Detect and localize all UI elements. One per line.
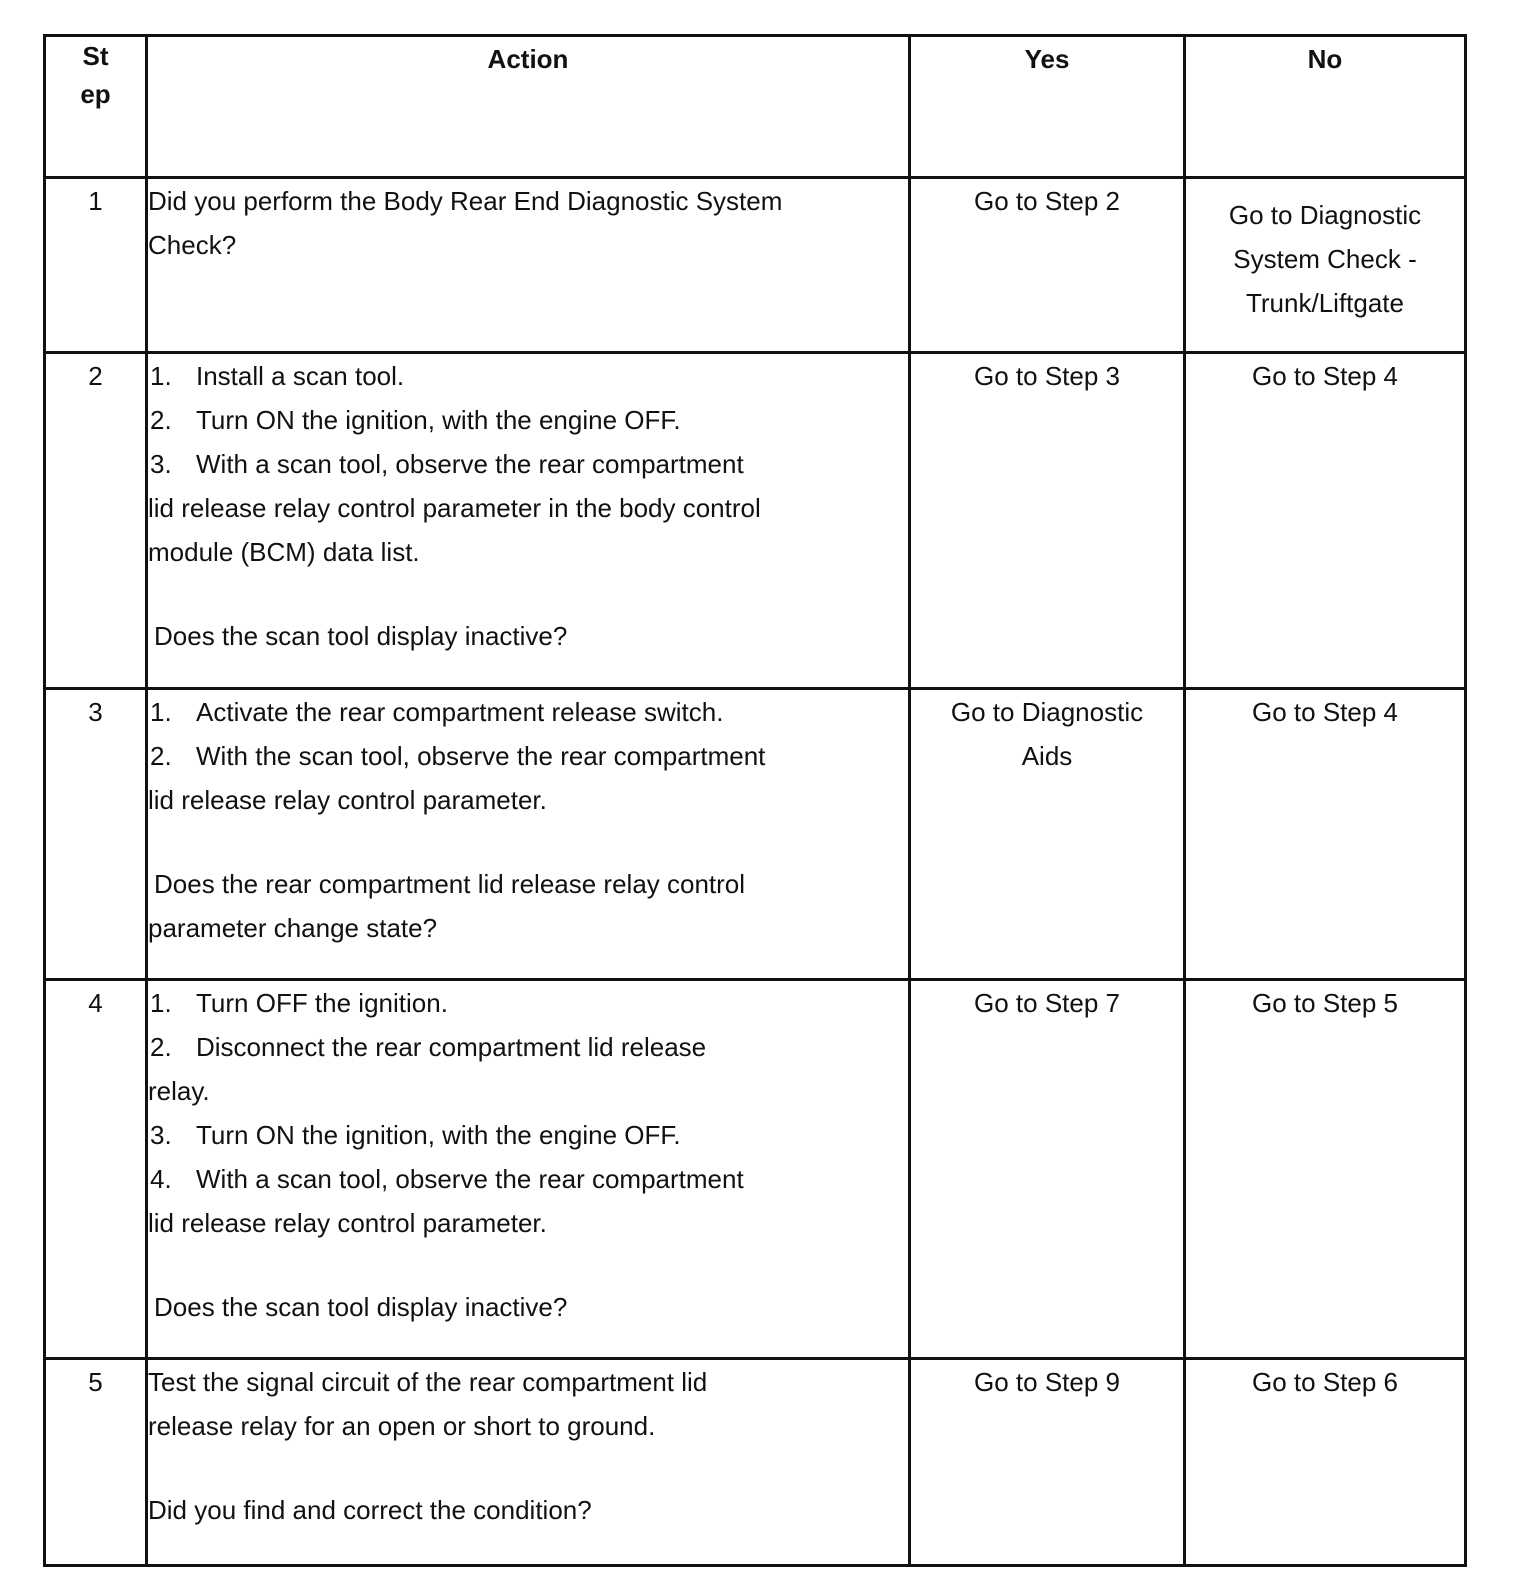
question-text: Does the scan tool display inactive? bbox=[154, 621, 568, 651]
header-step: St ep bbox=[45, 36, 147, 178]
step-number: 4 bbox=[45, 980, 147, 1359]
table-row bbox=[45, 689, 1466, 980]
header-row bbox=[45, 36, 1466, 178]
yes-cell: Go to Step 3 bbox=[910, 353, 1185, 689]
action-text: Check? bbox=[148, 230, 237, 260]
action-text: module (BCM) data list. bbox=[148, 537, 420, 567]
action-cell bbox=[147, 689, 910, 980]
yes-cell: Go to Step 7 bbox=[910, 980, 1185, 1359]
step-number: 2 bbox=[45, 353, 147, 689]
action-cell bbox=[147, 1359, 910, 1566]
action-cell bbox=[147, 980, 910, 1359]
yes-cell: Go to Step 2 bbox=[910, 178, 1185, 353]
action-cell bbox=[147, 353, 910, 689]
yes-cell: Go to Step 9 bbox=[910, 1359, 1185, 1566]
list-item: 1. Turn OFF the ignition. bbox=[150, 988, 448, 1018]
list-item: 1. Activate the rear compartment release switch. bbox=[150, 697, 724, 727]
no-cell: Go to Step 4 bbox=[1185, 353, 1466, 689]
question-text: Does the scan tool display inactive? bbox=[154, 1292, 568, 1322]
question-text: Did you find and correct the condition? bbox=[148, 1495, 592, 1525]
table-row bbox=[45, 178, 1466, 353]
action-text: lid release relay control parameter in the body control bbox=[148, 493, 761, 523]
no-cell: Go to Step 6 bbox=[1185, 1359, 1466, 1566]
action-text: release relay for an open or short to ground. bbox=[148, 1411, 656, 1441]
list-item: 2. Turn ON the ignition, with the engine OFF. bbox=[150, 405, 681, 435]
step-number: 1 bbox=[45, 178, 147, 353]
step-number: 3 bbox=[45, 689, 147, 980]
step-number: 5 bbox=[45, 1359, 147, 1566]
list-item: 2. With the scan tool, observe the rear compartment bbox=[150, 741, 766, 771]
list-item: 2. Disconnect the rear compartment lid release bbox=[150, 1032, 707, 1062]
action-text: lid release relay control parameter. bbox=[148, 785, 547, 815]
list-item: 3. Turn ON the ignition, with the engine OFF. bbox=[150, 1120, 681, 1150]
yes-cell: Go to Diagnostic Aids bbox=[910, 689, 1185, 980]
header-yes: Yes bbox=[910, 36, 1185, 178]
list-item: 3. With a scan tool, observe the rear compartment bbox=[150, 449, 744, 479]
no-cell: Go to Step 5 bbox=[1185, 980, 1466, 1359]
no-cell: Go to Diagnostic System Check - Trunk/Liftgate bbox=[1185, 178, 1466, 353]
diagnostic-table bbox=[43, 34, 1467, 1567]
question-text: parameter change state? bbox=[148, 913, 438, 943]
header-action: Action bbox=[147, 36, 910, 178]
list-item: 1. Install a scan tool. bbox=[150, 361, 405, 391]
table-row bbox=[45, 1359, 1466, 1566]
action-text: lid release relay control parameter. bbox=[148, 1208, 547, 1238]
action-text: Did you perform the Body Rear End Diagnostic System bbox=[148, 186, 783, 216]
table-row bbox=[45, 980, 1466, 1359]
list-item: 4. With a scan tool, observe the rear compartment bbox=[150, 1164, 744, 1194]
action-cell bbox=[147, 178, 910, 353]
action-text: Test the signal circuit of the rear compartment lid bbox=[148, 1367, 708, 1397]
question-text: Does the rear compartment lid release relay control bbox=[154, 869, 746, 899]
action-text: relay. bbox=[148, 1076, 210, 1106]
no-cell: Go to Step 4 bbox=[1185, 689, 1466, 980]
header-no: No bbox=[1185, 36, 1466, 178]
table-row bbox=[45, 353, 1466, 689]
